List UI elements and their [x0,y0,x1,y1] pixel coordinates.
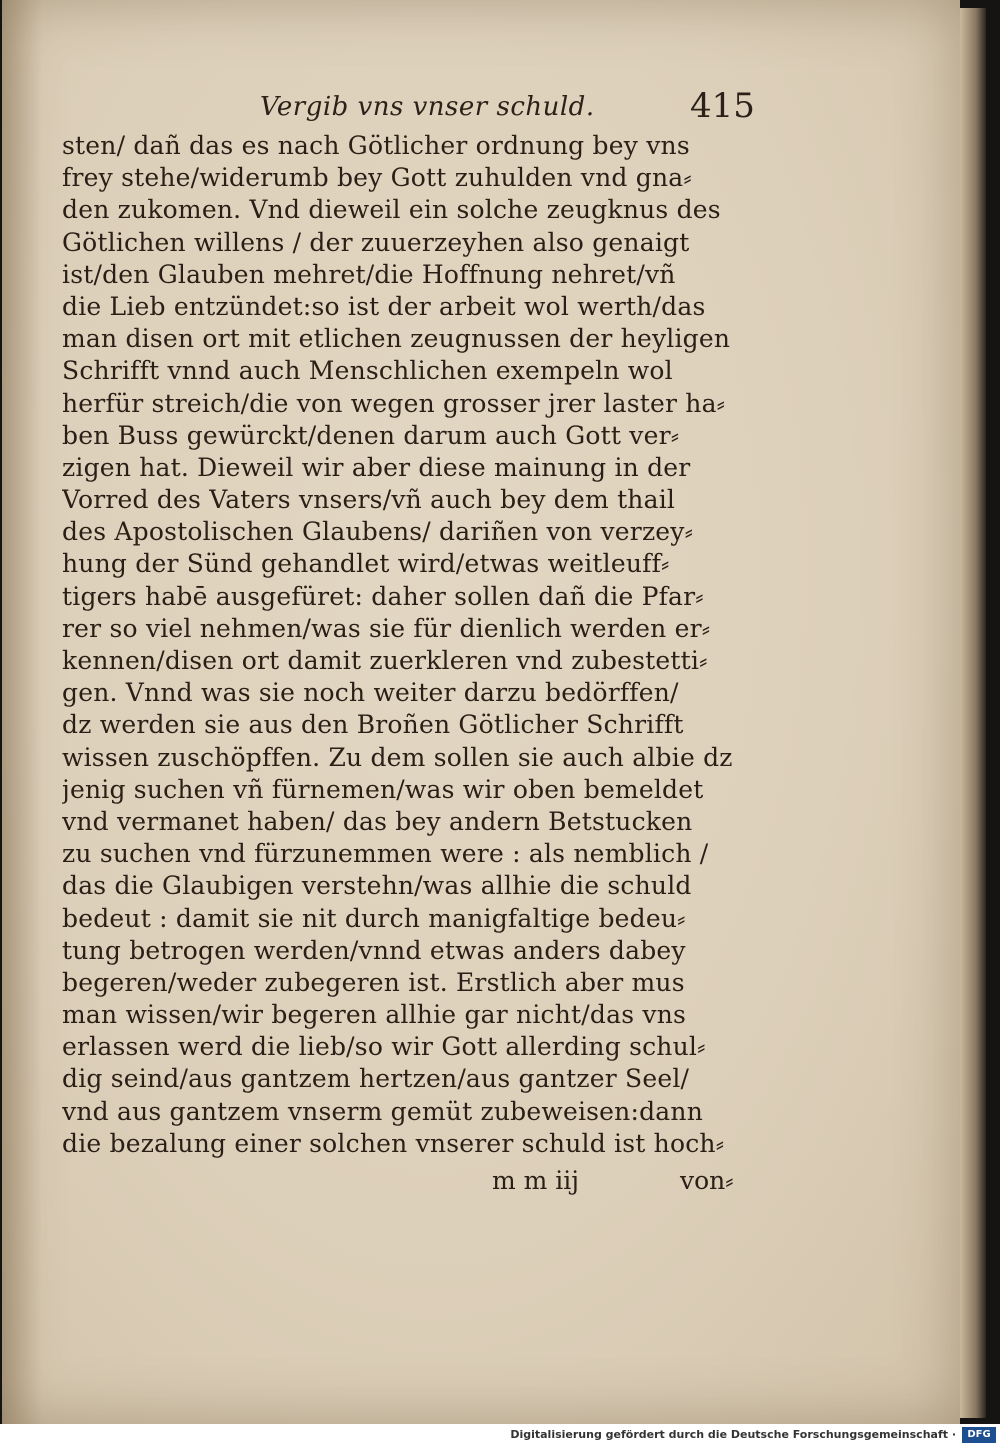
text-line: ist/den Glauben mehret/die Hoffnung nehret/vñ [62,259,676,289]
dfg-logo-icon: DFG [962,1427,996,1443]
book-page [2,0,960,1424]
text-line: tung betrogen werden/vnnd etwas anders dabey [62,935,686,965]
text-line: die bezalung einer solchen vnserer schuld ist hoch⸗ [62,1128,725,1158]
text-line: begeren/weder zubegeren ist. Erstlich aber mus [62,967,685,997]
text-line: zu suchen vnd fürzunemmen were : als nemblich / [62,839,709,869]
credit-text: Digitalisierung gefördert durch die Deutsche Forschungsgemeinschaft · [510,1428,956,1441]
text-line: Götlichen willens / der zuuerzeyhen also genaigt [62,227,690,257]
page-header [62,86,762,132]
text-line: des Apostolischen Glaubens/ dariñen von verzey⸗ [62,517,694,547]
text-line: kennen/disen ort damit zuerkleren vnd zubestetti⸗ [62,646,708,675]
credit-bar [0,1424,1000,1446]
text-line: frey stehe/widerumb bey Gott zuhulden vnd gna⸗ [62,163,692,193]
text-line: zigen hat. Dieweil wir aber diese mainung in der [62,452,691,482]
text-line: man wissen/wir begeren allhie gar nicht/das vns [62,1000,687,1030]
text-line: jenig suchen vñ fürnemen/was wir oben bemeldet [62,774,704,804]
text-line: bedeut : damit sie nit durch manigfaltige bedeu⸗ [62,903,686,933]
text-line: das die Glaubigen verstehn/was allhie die schuld [62,871,692,901]
text-line: man disen ort mit etlichen zeugnussen der heyligen [62,324,731,354]
text-line: dz werden sie aus den Broñen Götlicher Schrifft [62,710,684,740]
catchword: von⸗ [680,1166,734,1195]
text-line: tigers habē ausgefüret: daher sollen dañ die Pfar⸗ [62,581,704,611]
page-number: 415 [690,86,755,126]
text-line: die Lieb entzündet:so ist der arbeit wol werth/das [62,291,706,321]
text-line: herfür streich/die von wegen grosser jrer laster ha⸗ [62,388,726,418]
running-head: Vergib vns vnser schuld. [260,92,595,122]
text-line: sten/ dañ das es nach Götlicher ordnung bey vns [62,131,690,160]
text-line: wissen zuschöpffen. Zu dem sollen sie auch albie dz [62,742,733,772]
text-line: vnd aus gantzem vnserm gemüt zubeweisen:dann [62,1096,704,1126]
text-line: ben Buss gewürckt/denen darum auch Gott ver⸗ [62,420,680,450]
page-edge-shadow [960,8,986,1418]
text-line: hung der Sünd gehandlet wird/etwas weitleuff⸗ [62,549,670,579]
text-line: den zukomen. Vnd dieweil ein solche zeugknus des [62,195,721,225]
text-line: gen. Vnnd was sie noch weiter darzu bedörffen/ [62,678,679,708]
text-line: rer so viel nehmen/was sie für dienlich werden er⸗ [62,613,711,643]
signature-mark: m m iij [492,1166,580,1195]
page-footer [62,1166,752,1202]
text-line: vnd vermanet haben/ das bey andern Betstucken [62,806,693,836]
body-text [62,130,752,1160]
text-line: Vorred des Vaters vnsers/vñ auch bey dem thail [62,485,676,515]
text-line: erlassen werd die lieb/so wir Gott allerding schul⸗ [62,1032,706,1062]
text-line: dig seind/aus gantzem hertzen/aus gantzer Seel/ [62,1064,690,1094]
text-line: Schrifft vnnd auch Menschlichen exempeln wol [62,356,673,386]
